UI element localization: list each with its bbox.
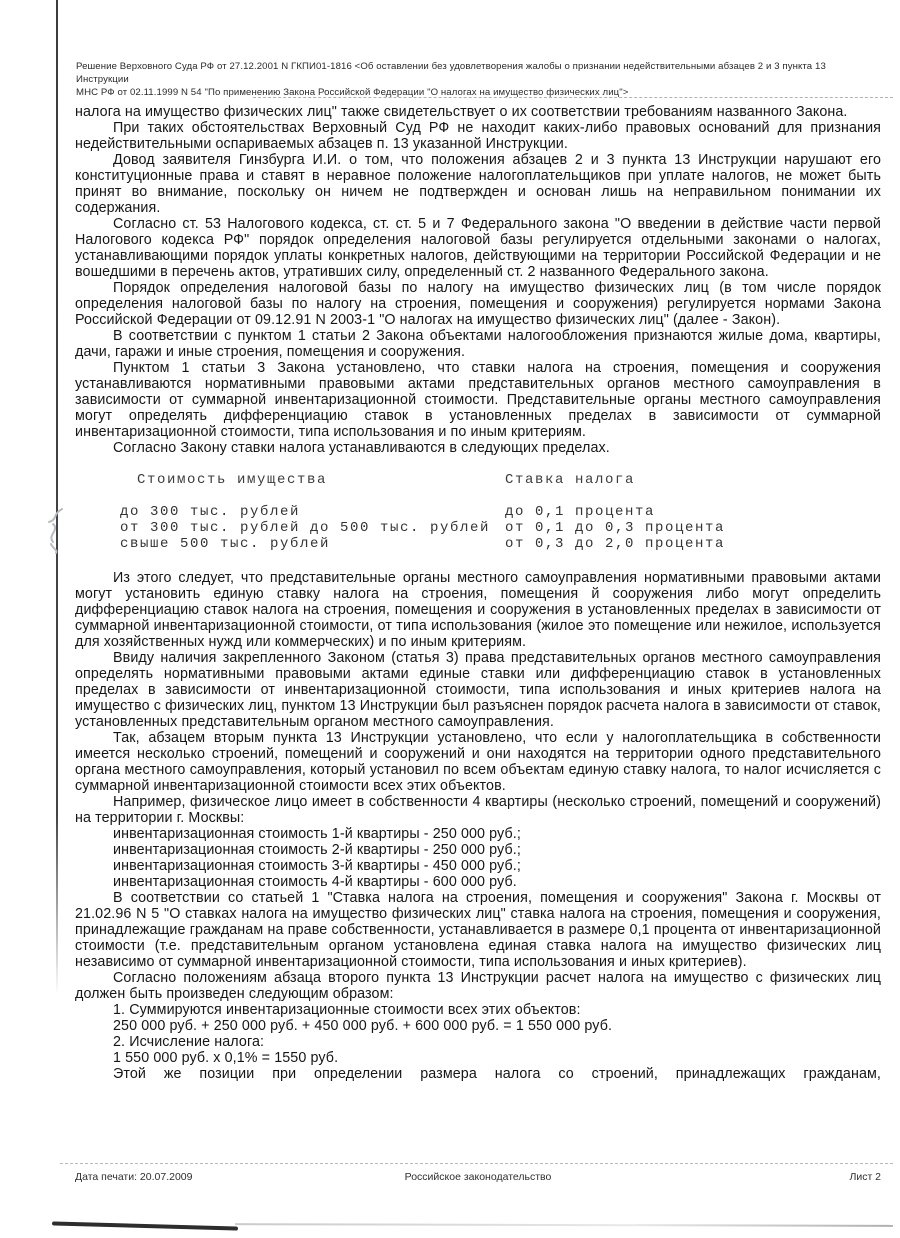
list-item: инвентаризационная стоимость 1-й квартиры - 250 000 руб.; [113, 826, 521, 842]
scan-artifact-vertical-line [56, 0, 58, 995]
header-divider [253, 97, 893, 98]
cell-tax-rate: от 0,3 до 2,0 процента [505, 536, 726, 552]
column-header-tax-rate: Ставка налога [505, 472, 636, 488]
column-header-property-value: Стоимость имущества [137, 472, 328, 488]
paragraph: Согласно положениям абзаца второго пункта 13 Инструкции расчет налога на имущество с физических лиц должен быть произведен следующим образом: [75, 970, 881, 1002]
paragraph: Например, физическое лицо имеет в собственности 4 квартиры (несколько строений, помещений и сооружений) на территории г. Москвы: [75, 794, 881, 826]
cell-property-value: от 300 тыс. рублей до 500 тыс. рублей [120, 520, 491, 536]
list-item: инвентаризационная стоимость 3-й квартиры - 450 000 руб.; [113, 858, 521, 874]
list-item: 250 000 руб. + 250 000 руб. + 450 000 руб. + 600 000 руб. = 1 550 000 руб. [113, 1018, 613, 1034]
footer-divider [60, 1163, 893, 1164]
paragraph: Так, абзацем вторым пункта 13 Инструкции установлено, что если у налогоплательщика в собственности имеется несколько строений, помещений и сооружений и они находятся на территории одного представительного органа местного самоуправления, который установил по всем объектам единую ставку налога, то налог исчисляется с суммарной инвентаризационной стоимости всех этих объектов. [75, 730, 881, 794]
paragraph: В соответствии с пунктом 1 статьи 2 Закона объектами налогообложения признаются жилые дома, квартиры, дачи, гаражи и иные строения, помещения и сооружения. [75, 328, 881, 360]
scan-artifact-pencil-mark [42, 506, 68, 556]
tax-rate-table-header [75, 472, 881, 488]
paragraph: Пунктом 1 статьи 3 Закона установлено, что ставки налога на строения, помещения и сооружения устанавливаются нормативными правовыми актами представительных органов местного самоуправления в зависимости от суммарной инвентаризационной стоимости. Представительные органы местного самоуправления могут определять дифференциацию ставок в установленных пределах в зависимости от суммарной инвентаризационной стоимости, типа использования и по иным критериям. [75, 360, 881, 440]
paragraph: Этой же позиции при определении размера налога со строений, принадлежащих гражданам, [113, 1066, 881, 1082]
cell-property-value: до 300 тыс. рублей [120, 504, 301, 520]
paragraph: Согласно Закону ставки налога устанавливаются в следующих пределах. [113, 440, 610, 456]
paragraph: В соответствии со статьей 1 "Ставка налога на строения, помещения и сооружения" Закона г. Москвы от 21.02.96 N 5 "О ставках налога на имущество физических лиц" ставка налога на строения, помещения и сооружения, принадлежащие гражданам на праве собственности, устанавливается в размере 0,1 процента от инвентаризационной стоимости (т.е. представительным органом установлена единая ставка налога на имущество физических лиц независимо от суммарной инвентаризационной стоимости, типа использования и иных критериев). [75, 890, 881, 970]
paragraph: налога на имущество физических лиц" также свидетельствует о их соответствии требованиям названного Закона. [75, 104, 848, 120]
print-date: Дата печати: 20.07.2009 [75, 1171, 193, 1183]
scan-artifact-bottom-streak [52, 1221, 238, 1230]
sheet-number: Лист 2 [849, 1171, 882, 1183]
document-reference-line1: Решение Верховного Суда РФ от 27.12.2001 N ГКПИ01-1816 <Об оставлении без удовлетворения жалобы о признании недействительными абзацев 2 и 3 пункта 13 Инструкции [76, 61, 826, 85]
list-item: 1. Суммируются инвентаризационные стоимости всех этих объектов: [113, 1002, 581, 1018]
paragraph: Довод заявителя Гинзбурга И.И. о том, что положения абзацев 2 и 3 пункта 13 Инструкции нарушают его конституционные права и ставят в неравное положение налогоплательщиков при уплате налогов, не может быть принят во внимание, поскольку он ничем не подтвержден и основан лишь на неправильном понимании их содержания. [75, 152, 881, 216]
list-item: инвентаризационная стоимость 4-й квартиры - 600 000 руб. [113, 874, 517, 890]
document-footer [75, 1171, 881, 1183]
paragraph: Согласно ст. 53 Налогового кодекса, ст. ст. 5 и 7 Федерального закона "О введении в действие части первой Налогового кодекса РФ" порядок определения налоговой базы регулируется отдельными законами о налогах, устанавливающими порядок уплаты конкретных налогов, действующими на территории Российской Федерации и не вошедшими в перечень актов, утративших силу, определенный ст. 2 названного Федерального закона. [75, 216, 881, 280]
list-item: инвентаризационная стоимость 2-й квартиры - 250 000 руб.; [113, 842, 521, 858]
cell-tax-rate: до 0,1 процента [505, 504, 656, 520]
list-item: 2. Исчисление налога: [113, 1034, 265, 1050]
paragraph: Из этого следует, что представительные органы местного самоуправления нормативными правовыми актами могут установить единую ставку налога на строения, помещения й сооружения либо могут определить дифференциацию ставок налога на строения, помещения и сооружения в установленных пределах в зависимости от суммарной инвентаризационной стоимости, от типа использования (жилое это помещение или нежилое, используется для хозяйственных нужд или коммерческих) и по иным критериям. [75, 570, 881, 650]
paragraph: Порядок определения налоговой базы по налогу на имущество физических лиц (в том числе порядок определения налоговой базы по налогу на строения, помещения и сооружения) регулируется нормами Закона Российской Федерации от 09.12.91 N 2003-1 "О налогах на имущество физических лиц" (далее - Закон). [75, 280, 881, 328]
scan-artifact-bottom-faint-line [235, 1223, 893, 1226]
paragraph: При таких обстоятельствах Верховный Суд РФ не находит каких-либо правовых оснований для признания недействительными оспариваемых абзацев п. 13 указанной Инструкции. [75, 120, 881, 152]
cell-tax-rate: от 0,1 до 0,3 процента [505, 520, 726, 536]
list-item: 1 550 000 руб. x 0,1% = 1550 руб. [113, 1050, 339, 1066]
source-label: Российское законодательство [404, 1171, 552, 1183]
cell-property-value: свыше 500 тыс. рублей [120, 536, 331, 552]
table-row [75, 520, 881, 536]
paragraph: Ввиду наличия закрепленного Законом (статья 3) права представительных органов местного самоуправления определять нормативными правовыми актами единые ставки или дифференциацию ставок в установленных пределах в зависимости от инвентаризационной стоимости, типа использования и иных критериев налога на имущество с физических лиц, пунктом 13 Инструкции был разъяснен порядок расчета налога в зависимости от ставок, установленных представительным органом местного самоуправления. [75, 650, 881, 730]
tax-rate-table [75, 472, 881, 552]
document-reference-line2: МНС РФ от 02.11.1999 N 54 "По применению Закона Российской Федерации "О налогах на имущество физических лиц"> [76, 87, 629, 98]
document-body [75, 104, 881, 1082]
table-row [75, 536, 881, 552]
document-reference-header [76, 60, 878, 99]
table-row [75, 504, 881, 520]
